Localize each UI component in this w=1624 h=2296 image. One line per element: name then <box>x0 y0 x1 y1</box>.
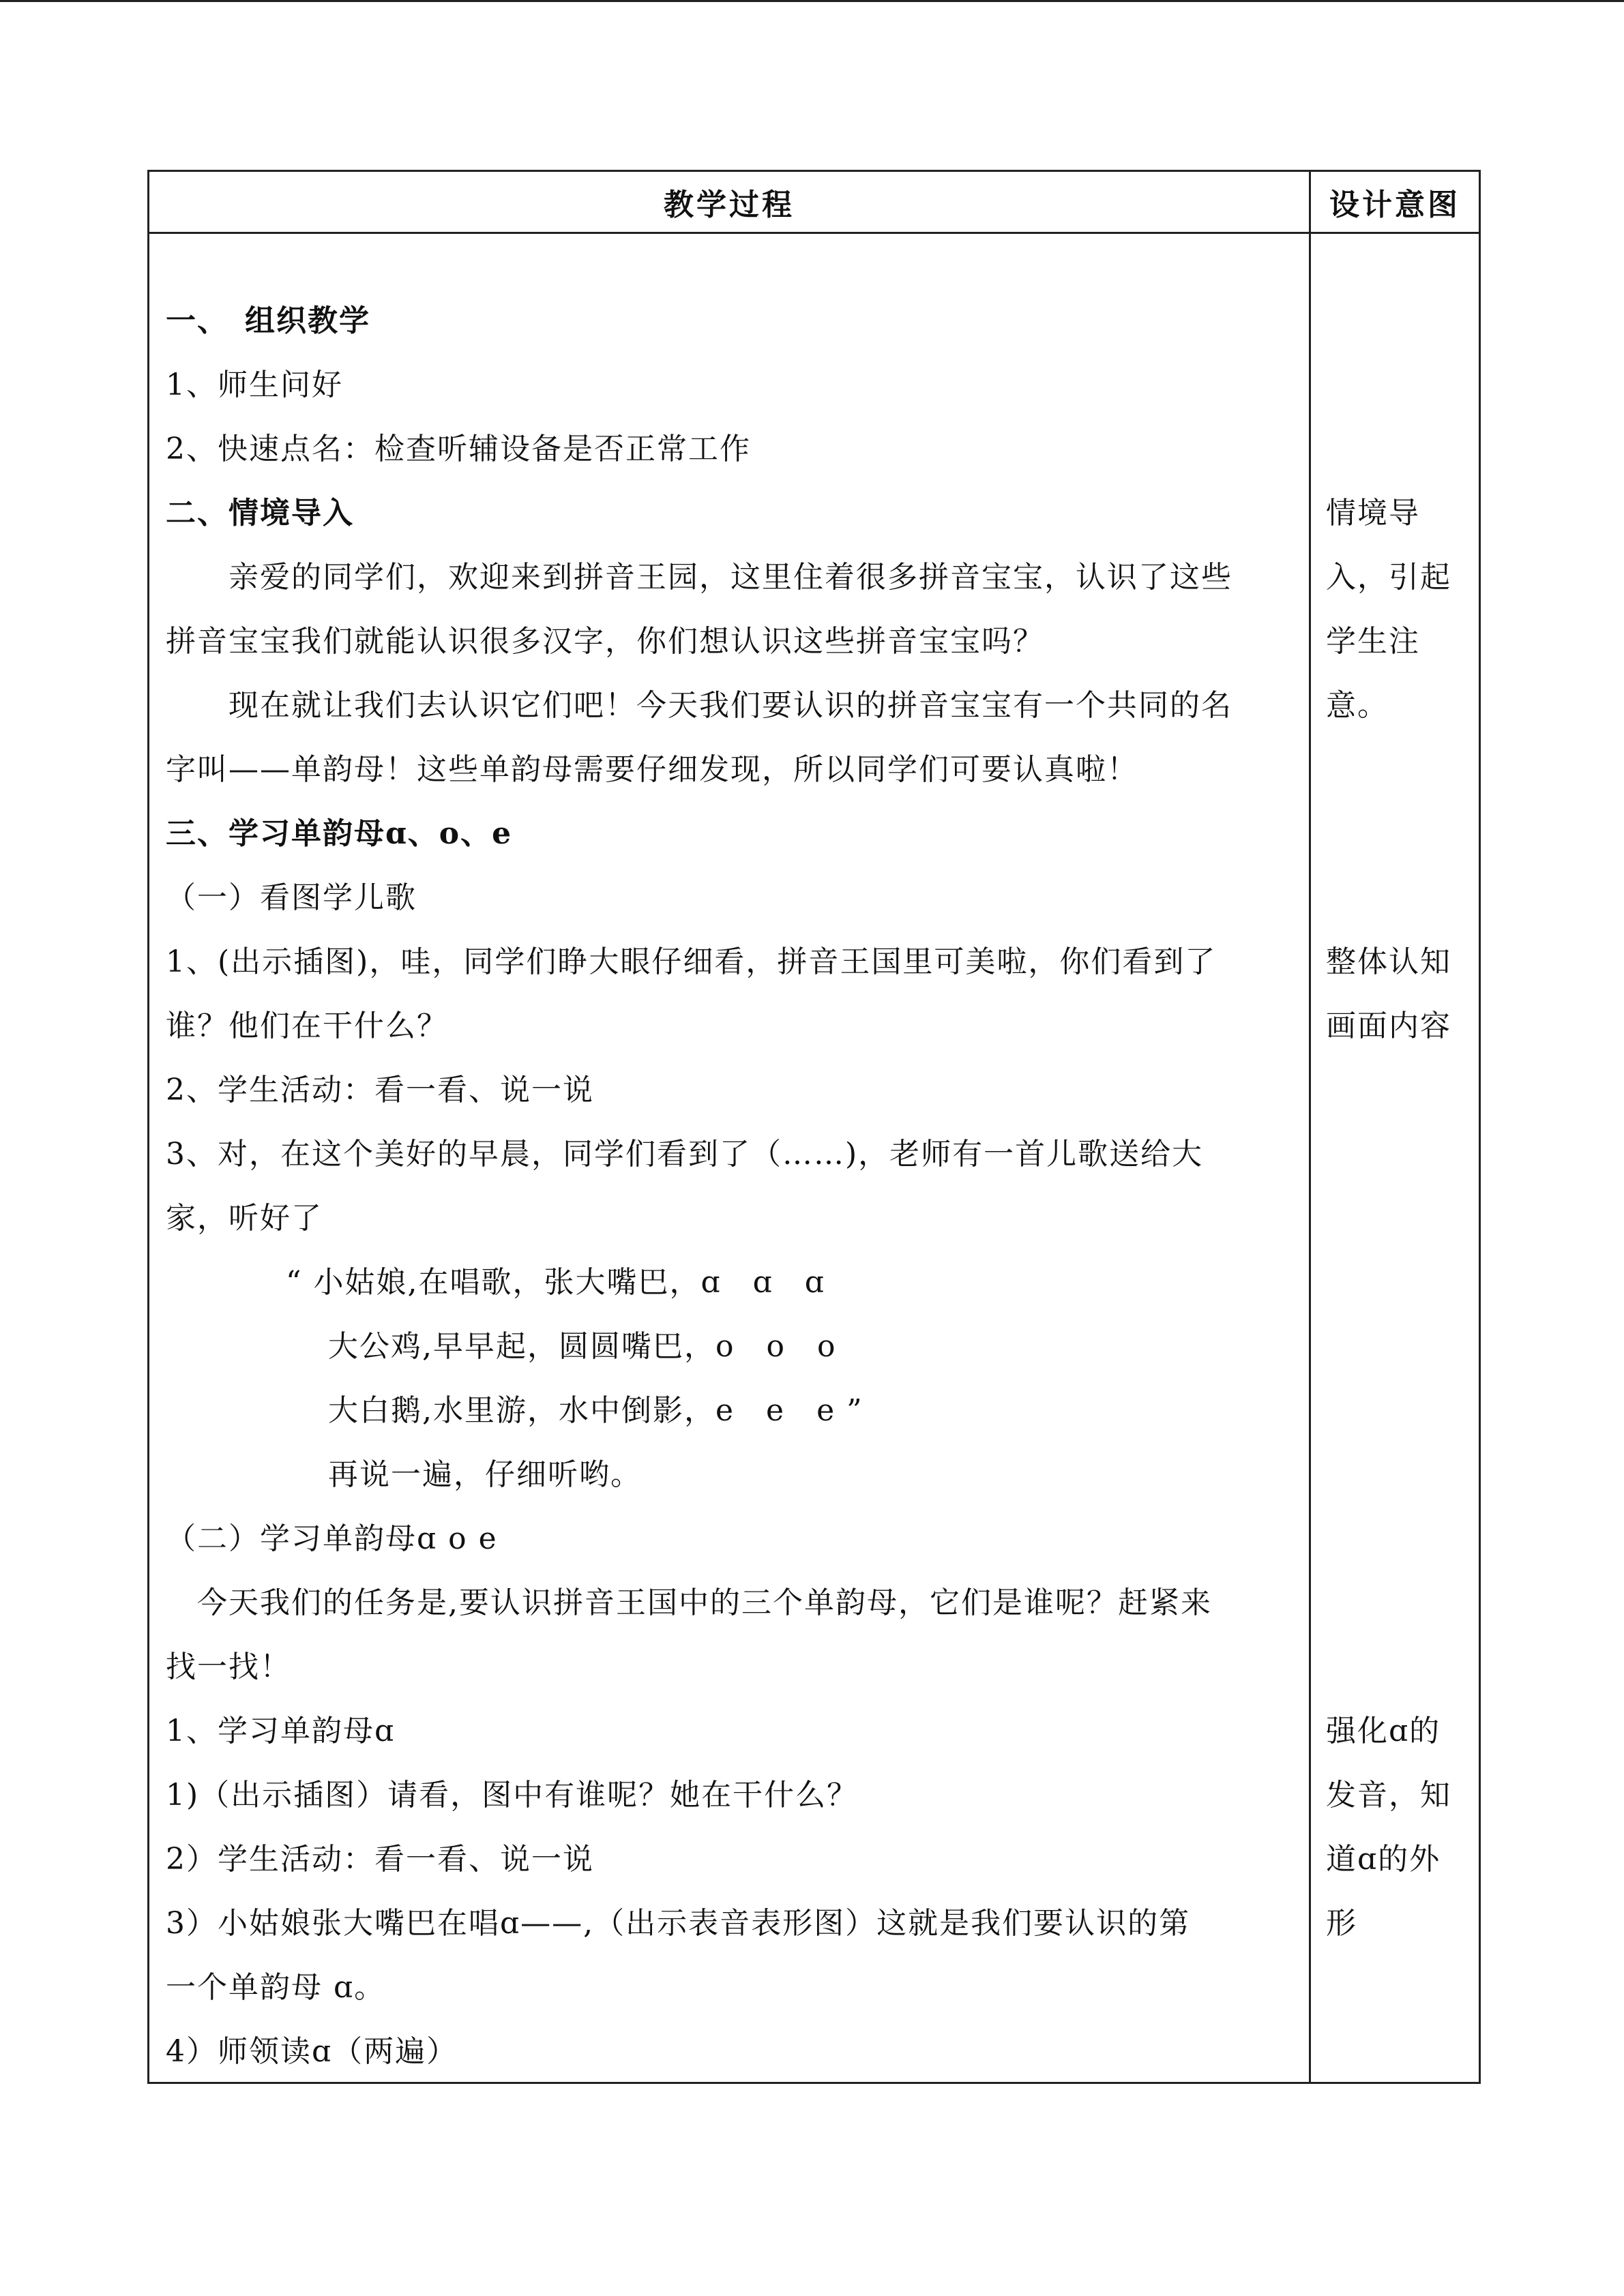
text-line: 1、师生问好 <box>166 368 343 402</box>
text-line: 今天我们的任务是,要认识拼音王国中的三个单韵母，它们是谁呢？赶紧来 <box>166 1585 1212 1620</box>
text-line: 亲爱的同学们，欢迎来到拼音王园，这里住着很多拼音宝宝，认识了这些 <box>166 560 1232 595</box>
top-border <box>0 0 1624 2</box>
note-line: 学生注 <box>1326 624 1420 659</box>
lesson-plan-table <box>147 170 1481 2084</box>
note-line: 入，引起 <box>1326 560 1451 595</box>
note-line: 意。 <box>1326 688 1389 723</box>
text-line: 2、快速点名：检查听辅设备是否正常工作 <box>166 432 751 466</box>
text-line: 2、学生活动：看一看、说一说 <box>166 1073 594 1107</box>
section-intro-heading: 二、情境导入 <box>166 496 354 531</box>
header-design-intent: 设计意图 <box>1310 171 1480 233</box>
rhyme-line: 大白鹅,水里游，水中倒影，e e e ” <box>328 1393 863 1428</box>
rhyme-line: 再说一遍，仔细听哟。 <box>328 1457 642 1492</box>
text-line: 现在就让我们去认识它们吧！今天我们要认识的拼音宝宝有一个共同的名 <box>166 688 1232 723</box>
teaching-process-cell <box>149 233 1310 2083</box>
text-line: 谁？他们在干什么？ <box>166 1009 448 1043</box>
section-learn-heading: 三、学习单韵母ɑ、o、e <box>166 816 513 851</box>
text-line: 字叫——单韵母！这些单韵母需要仔细发现，所以同学们可要认真啦！ <box>166 752 1138 787</box>
text-line: 3）小姑娘张大嘴巴在唱ɑ——,（出示表音表形图）这就是我们要认识的第 <box>166 1906 1191 1941</box>
text-line: 家，听好了 <box>166 1201 323 1236</box>
table-header-row <box>149 171 1480 233</box>
text-line: 3、对，在这个美好的早晨，同学们看到了（……)，老师有一首儿歌送给大 <box>166 1137 1204 1172</box>
note-line: 强化ɑ的 <box>1326 1714 1441 1748</box>
text-line: （二）学习单韵母ɑ o e <box>166 1521 498 1556</box>
text-line: （一）看图学儿歌 <box>166 880 417 915</box>
text-line: 1、学习单韵母ɑ <box>166 1714 396 1748</box>
header-teaching-process: 教学过程 <box>149 171 1310 233</box>
note-line: 道ɑ的外 <box>1326 1842 1441 1877</box>
text-line: 拼音宝宝我们就能认识很多汉字，你们想认识这些拼音宝宝吗？ <box>166 624 1044 659</box>
note-line: 发音，知 <box>1326 1778 1451 1813</box>
note-line: 形 <box>1326 1906 1357 1941</box>
text-line: 2）学生活动：看一看、说一说 <box>166 1842 594 1877</box>
note-line: 情境导 <box>1326 496 1420 531</box>
text-line: 一个单韵母 ɑ。 <box>166 1970 386 2005</box>
section-organize-heading: 一、 组织教学 <box>166 303 370 338</box>
note-line: 画面内容 <box>1326 1009 1451 1043</box>
table-body-row <box>149 233 1480 2083</box>
text-line: 1)（出示插图）请看，图中有谁呢？她在干什么？ <box>166 1778 859 1813</box>
text-line: 4）师领读ɑ（两遍） <box>166 2034 458 2069</box>
text-line: 找一找！ <box>166 1650 291 1684</box>
rhyme-line: “ 小姑娘,在唱歌，张大嘴巴，ɑ ɑ ɑ <box>286 1265 825 1300</box>
text-line: 1、(出示插图)，哇，同学们睁大眼仔细看，拼音王国里可美啦，你们看到了 <box>166 944 1217 979</box>
note-line: 整体认知 <box>1326 944 1451 979</box>
design-intent-cell <box>1310 233 1480 2083</box>
rhyme-line: 大公鸡,早早起，圆圆嘴巴，o o o <box>328 1329 837 1364</box>
